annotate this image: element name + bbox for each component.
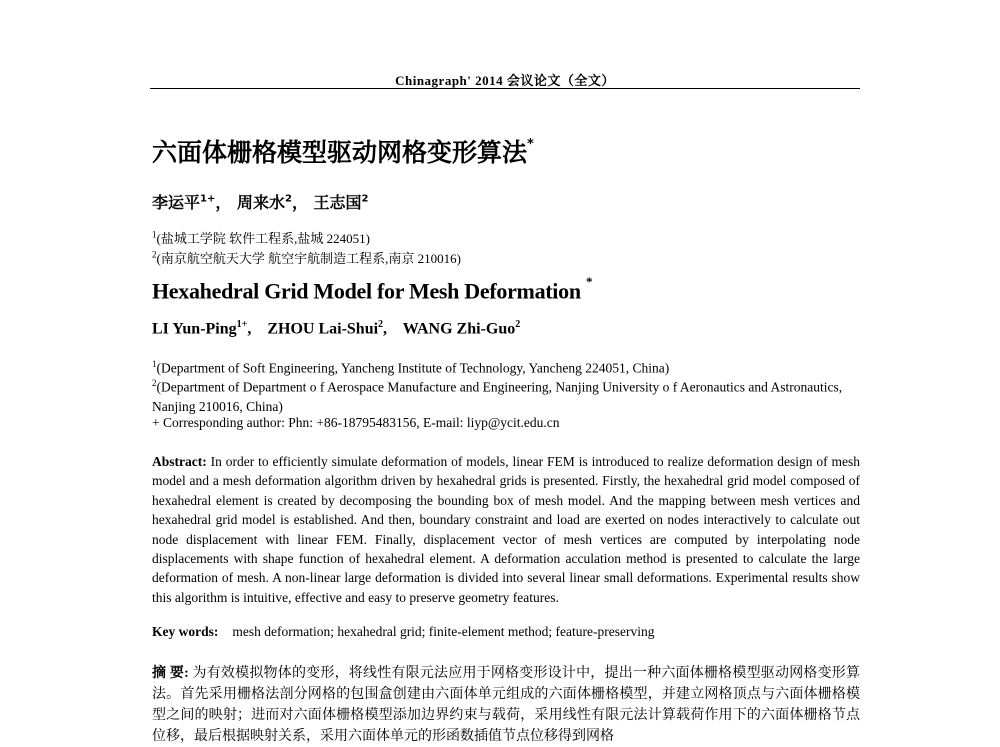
en-author-name: ZHOU Lai-Shui — [267, 320, 379, 338]
cn-author-separator: ， — [215, 193, 232, 212]
en-author-name: WANG Zhi-Guo — [402, 320, 516, 338]
chinese-title-text: 六面体栅格模型驱动网格变形算法 — [152, 138, 528, 167]
chinese-abstract — [152, 663, 860, 747]
cn-abstract-text: 为有效模拟物体的变形，将线性有限元法应用于网格变形设计中，提出一种六面体栅格模型驱动网格变形算法。首先采用栅格法剖分网格的包围盒创建由六面体单元组成的六面体栅格模型，并建立网格顶点与六面体栅格模型之间的映射；进而对六面体栅格模型添加边界约束与载荷，采用线性有限元法计算载荷作用下的六面体栅格节点位移，最后根据映射关系，采用六面体单元的形函数插值节点位移得到网格 — [152, 666, 861, 744]
en-author-name: LI Yun-Ping — [152, 320, 237, 338]
corresponding-author: + Corresponding author: Phn: +86-18795483156, E-mail: liyp@ycit.edu.cn — [152, 415, 560, 430]
cn-author-mark: 1+ — [200, 193, 216, 205]
aff-mark: 2 — [152, 249, 157, 260]
chinese-authors — [152, 190, 369, 213]
cn-author-mark: 2 — [284, 193, 292, 205]
cn-author-mark: 2 — [361, 193, 369, 205]
english-abstract — [152, 452, 860, 607]
english-affiliation-2 — [152, 374, 860, 416]
cn-author-separator: ， — [291, 193, 308, 212]
abstract-text: In order to efficiently simulate deformation of models, linear FEM is introduced to realize deformation design of mesh model and a mesh deformation algorithm driven by hexahedral grids is presented. Firstly, the hexahedral grid model composed of hexahedral element is created by decomposing the bounding box of mesh model. And the mapping between mesh vertices and hexahedral grid model is established. And then, boundary constraint and load are exerted on nodes interactively to calculate out node displacement with linear FEM. Finally, displacement vector of mesh vertices are computed by interpolating node displacements with shape function of hexahedral element. A deformation acculation method is presented to calculate the large deformation of mesh. A non-linear large deformation is divided into several linear small deformations. Experimental results show this algorithm is intuitive, effective and easy to preserve geometry features. — [152, 454, 861, 605]
en-author-mark: 1+ — [236, 319, 248, 330]
header-rule — [150, 88, 860, 89]
aff-text: (南京航空航天大学 航空宇航制造工程系,南京 210016) — [156, 251, 461, 266]
english-authors — [152, 319, 520, 338]
title-footnote-mark: * — [585, 274, 593, 289]
en-author-separator: , — [247, 320, 252, 338]
en-author-separator: , — [383, 320, 388, 338]
aff-text: (Department of Soft Engineering, Yancheng Institute of Technology, Yancheng 224051, China) — [156, 360, 670, 376]
keywords — [152, 624, 860, 640]
chinese-affiliation-1 — [152, 228, 370, 247]
aff-text: (Department of Department o f Aerospace Manufacture and Engineering, Nanjing University o f Aeronautics and Astronautics, Nanjing 210016, China) — [152, 379, 843, 414]
aff-text: (盐城工学院 软件工程系,盐城 224051) — [156, 231, 370, 246]
cn-abstract-label: 摘 要: — [152, 666, 189, 681]
aff-mark: 1 — [152, 229, 157, 240]
en-author-mark: 2 — [515, 319, 521, 330]
keywords-label: Key words: — [152, 624, 219, 639]
chinese-title — [152, 133, 534, 169]
aff-mark: 2 — [152, 378, 157, 388]
title-footnote-mark: * — [527, 136, 534, 152]
en-author-mark: 2 — [378, 319, 384, 330]
abstract-label: Abstract: — [152, 454, 207, 469]
chinese-affiliation-2 — [152, 248, 461, 267]
keywords-text: mesh deformation; hexahedral grid; finite-element method; feature-preserving — [232, 624, 655, 639]
cn-author-name: 王志国 — [313, 193, 362, 212]
cn-author-name: 周来水 — [236, 193, 285, 212]
english-title — [152, 274, 593, 304]
english-title-text: Hexahedral Grid Model for Mesh Deformation — [152, 278, 581, 304]
running-header: Chinagraph' 2014 会议论文（全文） — [395, 73, 615, 88]
aff-mark: 1 — [152, 359, 157, 369]
cn-author-name: 李运平 — [152, 193, 201, 212]
